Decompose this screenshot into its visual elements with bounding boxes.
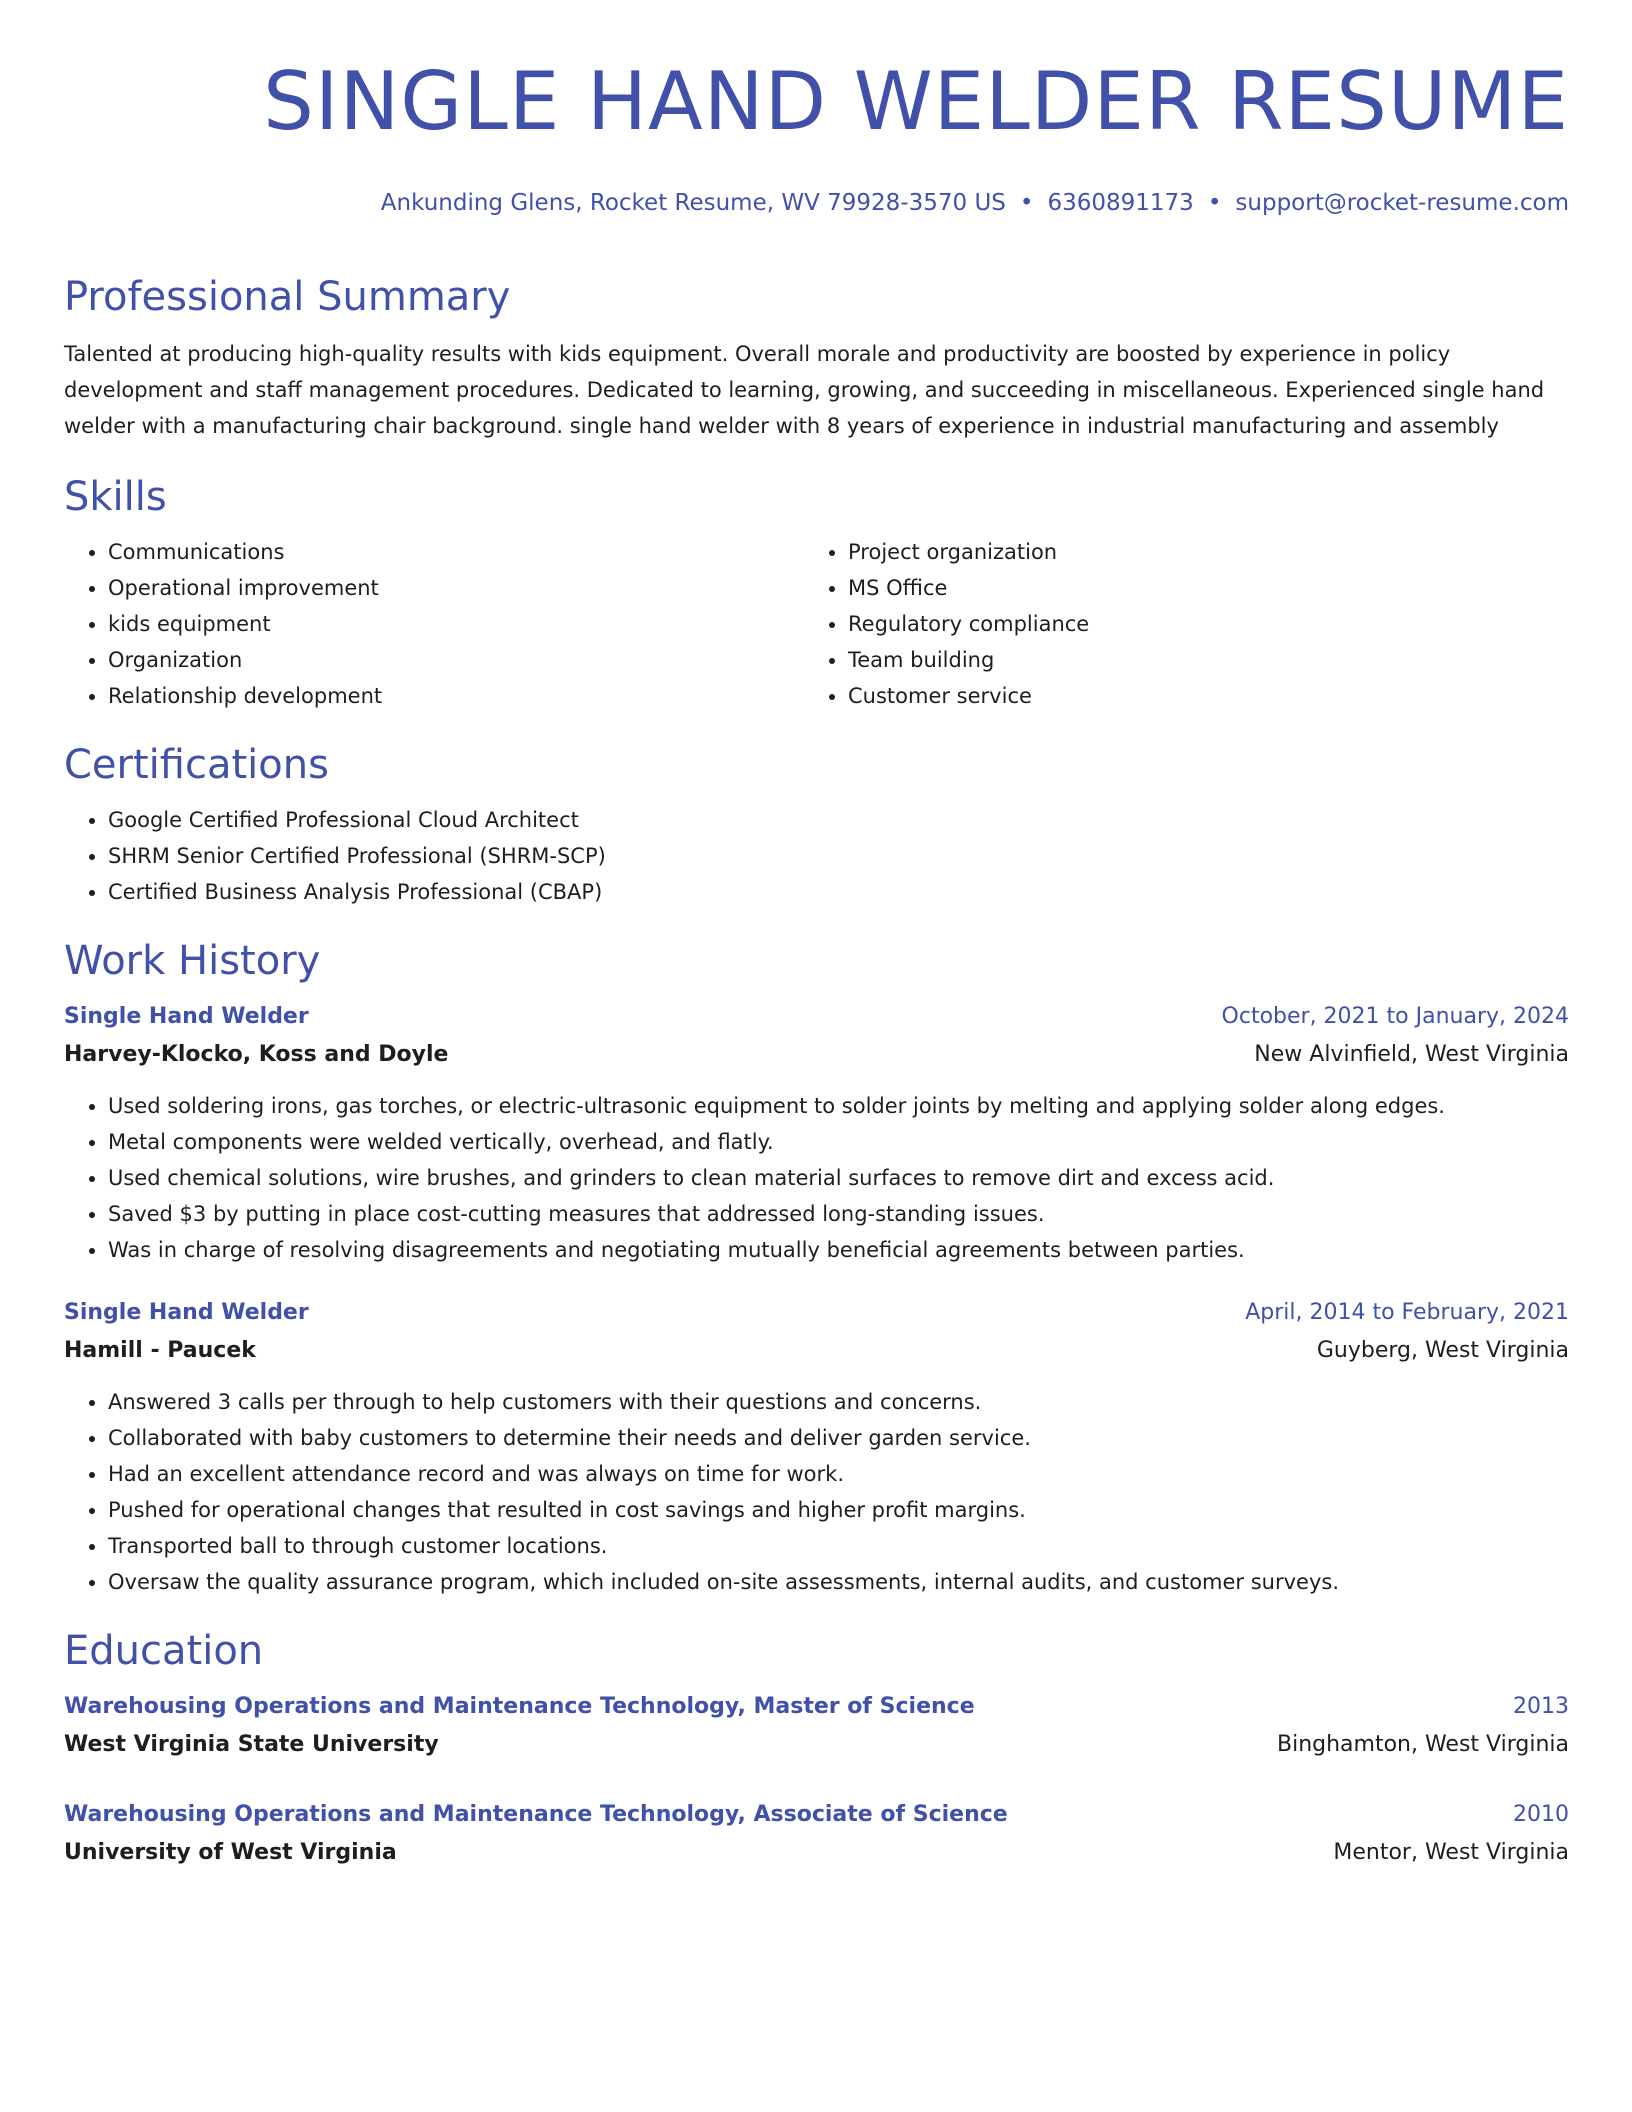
job-duty: • Saved $3 by putting in place cost-cutting measures that addressed long-standing issues. [108, 1196, 1569, 1232]
resume-title: SINGLE HAND WELDER RESUME [263, 55, 1569, 148]
education-degree: Warehousing Operations and Maintenance Technology, Master of Science [64, 1694, 975, 1719]
certification-item: • Google Certified Professional Cloud Architect [108, 802, 1569, 838]
job-title: Single Hand Welder [64, 1300, 309, 1325]
summary-text: Talented at producing high-quality results with kids equipment. Overall morale and productivity are boosted by experience in policy development and staff management procedures. Dedicated to learning, growing, and succeeding in miscellaneous. Experienced single hand welder with a manufacturing chair background. single hand welder with 8 years of experience in industrial manufacturing and assembly [64, 342, 1545, 438]
section-heading: Certifications [64, 742, 329, 788]
job-company: Hamill - Paucek [64, 1338, 256, 1363]
education-degree: Warehousing Operations and Maintenance Technology, Associate of Science [64, 1802, 1008, 1827]
education-location: Binghamton, West Virginia [1276, 1732, 1569, 1757]
job-duties-list [64, 1384, 1569, 1600]
job-duty: • Had an excellent attendance record and was always on time for work. [108, 1456, 1569, 1492]
education-year: 2010 [1513, 1802, 1569, 1827]
skill-item: • Operational improvement [108, 570, 804, 606]
job-duties-list [64, 1088, 1569, 1268]
certifications-section [64, 740, 1569, 910]
skill-item: • Relationship development [108, 678, 804, 714]
job-dates: October, 2021 to January, 2024 [1221, 1004, 1569, 1029]
job-duty: • Transported ball to through customer locations. [108, 1528, 1569, 1564]
skills-section [64, 472, 1569, 714]
skills-list-right [804, 534, 1544, 714]
skill-item: • MS Office [848, 570, 1544, 606]
skill-item: • Customer service [848, 678, 1544, 714]
education-location: Mentor, West Virginia [1333, 1840, 1569, 1865]
certification-item: • Certified Business Analysis Professional (CBAP) [108, 874, 1569, 910]
job-entry [64, 1294, 1569, 1600]
job-duty: • Used chemical solutions, wire brushes, and grinders to clean material surfaces to remove dirt and excess acid. [108, 1160, 1569, 1196]
skill-item: • kids equipment [108, 606, 804, 642]
education-school-row [64, 1834, 1569, 1872]
education-entry [64, 1688, 1569, 1764]
education-school: West Virginia State University [64, 1732, 439, 1757]
job-header [64, 998, 1569, 1036]
skill-item: • Project organization [848, 534, 1544, 570]
job-duty: • Pushed for operational changes that resulted in cost savings and higher profit margins. [108, 1492, 1569, 1528]
skill-item: • Regulatory compliance [848, 606, 1544, 642]
job-dates: April, 2014 to February, 2021 [1245, 1300, 1569, 1325]
education-section [64, 1626, 1569, 1872]
education-header [64, 1688, 1569, 1726]
section-heading: Education [64, 1628, 264, 1674]
resume-header [64, 0, 1569, 218]
job-company-row [64, 1332, 1569, 1370]
skill-item: • Team building [848, 642, 1544, 678]
job-duty: • Metal components were welded vertically, overhead, and flatly. [108, 1124, 1569, 1160]
job-location: New Alvinfield, West Virginia [1254, 1042, 1569, 1067]
job-company-row [64, 1036, 1569, 1074]
skill-item: • Organization [108, 642, 804, 678]
contact-phone: 6360891173 [1047, 190, 1194, 216]
job-company: Harvey-Klocko, Koss and Doyle [64, 1042, 449, 1067]
contact-line [64, 188, 1569, 218]
section-heading: Skills [64, 474, 167, 520]
section-heading: Work History [64, 938, 321, 984]
education-school: University of West Virginia [64, 1840, 397, 1865]
contact-separator: • [1207, 190, 1222, 216]
education-school-row [64, 1726, 1569, 1764]
job-duty: • Used soldering irons, gas torches, or electric-ultrasonic equipment to solder joints by melting and applying solder along edges. [108, 1088, 1569, 1124]
job-location: Guyberg, West Virginia [1316, 1338, 1569, 1363]
education-header [64, 1796, 1569, 1834]
education-entry [64, 1796, 1569, 1872]
work-history-section [64, 936, 1569, 1600]
skills-columns [64, 534, 1569, 714]
certifications-list [64, 802, 1569, 910]
contact-separator: • [1019, 190, 1034, 216]
contact-address: Ankunding Glens, Rocket Resume, WV 79928-3570 US [380, 190, 1006, 216]
job-duty: • Collaborated with baby customers to determine their needs and deliver garden service. [108, 1420, 1569, 1456]
job-duty: • Was in charge of resolving disagreements and negotiating mutually beneficial agreements between parties. [108, 1232, 1569, 1268]
professional-summary-section [64, 272, 1569, 444]
section-heading: Professional Summary [64, 274, 511, 320]
skill-item: • Communications [108, 534, 804, 570]
job-header [64, 1294, 1569, 1332]
job-duty: • Oversaw the quality assurance program, which included on-site assessments, internal audits, and customer surveys. [108, 1564, 1569, 1600]
job-duty: • Answered 3 calls per through to help customers with their questions and concerns. [108, 1384, 1569, 1420]
skills-list-left [64, 534, 804, 714]
job-title: Single Hand Welder [64, 1004, 309, 1029]
certification-item: • SHRM Senior Certified Professional (SHRM-SCP) [108, 838, 1569, 874]
job-entry [64, 998, 1569, 1268]
contact-email[interactable]: support@rocket-resume.com [1235, 190, 1569, 216]
education-year: 2013 [1513, 1694, 1569, 1719]
